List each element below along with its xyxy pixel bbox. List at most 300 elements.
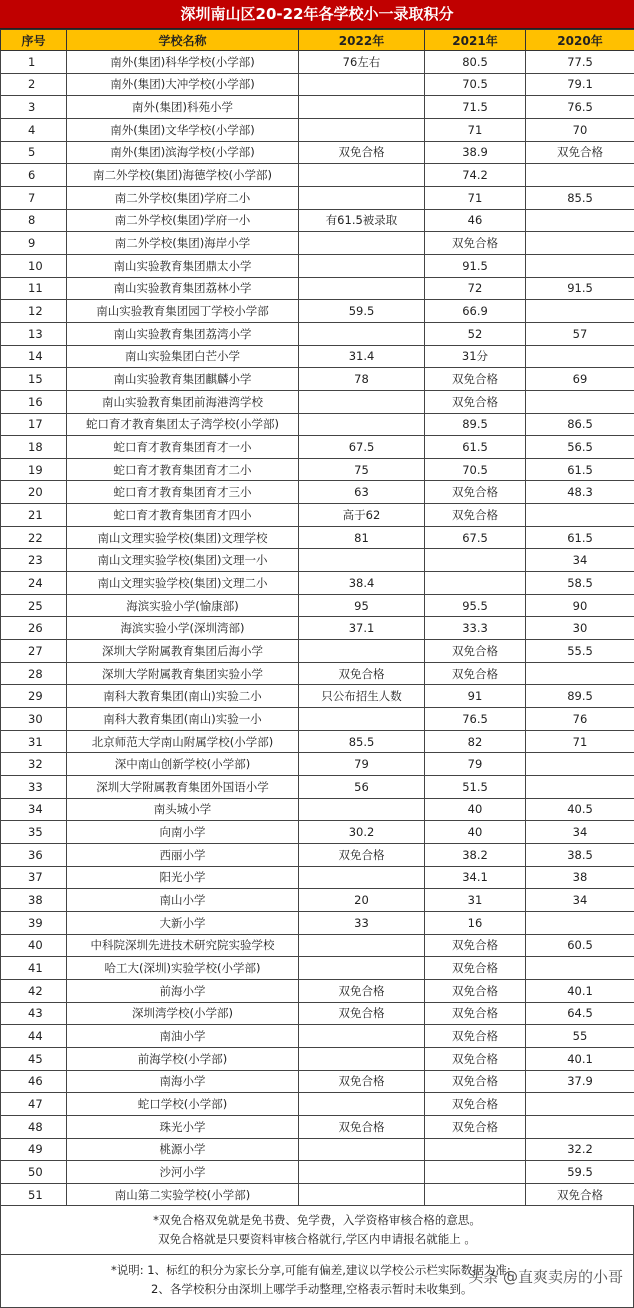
score-2021: 71.5: [425, 96, 526, 119]
table-row: [1, 662, 634, 685]
table-row: [1, 685, 634, 708]
score-2021: 72: [425, 277, 526, 300]
table-row: [1, 322, 634, 345]
school-name: 南外(集团)大冲学校(小学部): [67, 73, 299, 96]
score-2022: 85.5: [299, 730, 425, 753]
row-index: 11: [1, 277, 67, 300]
score-2022: [299, 1161, 425, 1184]
score-2022: 双免合格: [299, 1070, 425, 1093]
table-row: [1, 277, 634, 300]
table-row: [1, 979, 634, 1002]
score-2022: 76左右: [299, 51, 425, 74]
score-2021: 46: [425, 209, 526, 232]
row-index: 14: [1, 345, 67, 368]
score-2020: 38.5: [526, 843, 634, 866]
row-index: 26: [1, 617, 67, 640]
school-name: 南山实验教育集团园丁学校小学部: [67, 300, 299, 323]
score-2020: 58.5: [526, 572, 634, 595]
score-2020: 34: [526, 889, 634, 912]
score-2020: 34: [526, 821, 634, 844]
score-2020: 69: [526, 368, 634, 391]
score-2022: [299, 640, 425, 663]
row-index: 12: [1, 300, 67, 323]
school-name: 哈工大(深圳)实验学校(小学部): [67, 957, 299, 980]
score-2020: [526, 232, 634, 255]
score-2020: 61.5: [526, 526, 634, 549]
table-row: [1, 866, 634, 889]
score-2021: 79: [425, 753, 526, 776]
score-2021: [425, 1138, 526, 1161]
score-2020: 55.5: [526, 640, 634, 663]
table-row: [1, 96, 634, 119]
score-2022: 67.5: [299, 436, 425, 459]
score-2020: [526, 209, 634, 232]
row-index: 21: [1, 504, 67, 527]
score-2020: 40.5: [526, 798, 634, 821]
score-2022: [299, 73, 425, 96]
score-2022: [299, 1183, 425, 1206]
score-2022: [299, 1025, 425, 1048]
row-index: 16: [1, 390, 67, 413]
score-2020: [526, 1115, 634, 1138]
score-2021: 71: [425, 118, 526, 141]
score-2021: 71: [425, 186, 526, 209]
school-name: 蛇口育才教育集团育才二小: [67, 458, 299, 481]
score-2021: 91: [425, 685, 526, 708]
note1-line2: 双免合格就是只要资料审核合格就行,学区内申请报名就能上 。: [158, 1232, 476, 1247]
table-row: [1, 1138, 634, 1161]
school-name: 向南小学: [67, 821, 299, 844]
score-2022: 59.5: [299, 300, 425, 323]
school-name: 南山实验教育集团麒麟小学: [67, 368, 299, 391]
score-2021: 双免合格: [425, 232, 526, 255]
score-2021: 82: [425, 730, 526, 753]
row-index: 1: [1, 51, 67, 74]
school-name: 南二外学校(集团)海德学校(小学部): [67, 164, 299, 187]
score-2021: 34.1: [425, 866, 526, 889]
score-2021: 91.5: [425, 254, 526, 277]
score-2021: 双免合格: [425, 481, 526, 504]
table-row: [1, 1070, 634, 1093]
score-2022: 56: [299, 776, 425, 799]
score-2021: 70.5: [425, 458, 526, 481]
table-row: [1, 345, 634, 368]
score-2020: 76.5: [526, 96, 634, 119]
score-2022: 高于62: [299, 504, 425, 527]
table-row: [1, 413, 634, 436]
school-name: 深圳大学附属教育集团实验小学: [67, 662, 299, 685]
score-2021: 双免合格: [425, 1025, 526, 1048]
school-name: 桃源小学: [67, 1138, 299, 1161]
school-name: 深圳湾学校(小学部): [67, 1002, 299, 1025]
header-school: 学校名称: [67, 30, 299, 51]
school-name: 南外(集团)科华学校(小学部): [67, 51, 299, 74]
school-name: 海滨实验小学(愉康部): [67, 594, 299, 617]
score-2021: 31分: [425, 345, 526, 368]
row-index: 34: [1, 798, 67, 821]
score-2020: 61.5: [526, 458, 634, 481]
score-2021: 双免合格: [425, 390, 526, 413]
table-row: [1, 911, 634, 934]
table-row: [1, 186, 634, 209]
row-index: 15: [1, 368, 67, 391]
row-index: 32: [1, 753, 67, 776]
row-index: 43: [1, 1002, 67, 1025]
row-index: 40: [1, 934, 67, 957]
table-row: [1, 51, 634, 74]
score-2022: [299, 232, 425, 255]
score-2022: [299, 164, 425, 187]
table-row: [1, 753, 634, 776]
score-2021: 双免合格: [425, 1047, 526, 1070]
score-2021: 74.2: [425, 164, 526, 187]
row-index: 38: [1, 889, 67, 912]
note1-line1: *双免合格双免就是免书费、免学费，入学资格审核合格的意思。: [153, 1213, 481, 1228]
row-index: 45: [1, 1047, 67, 1070]
score-2021: 38.9: [425, 141, 526, 164]
watermark: 头条 @直爽卖房的小哥: [468, 1268, 623, 1287]
score-2021: 双免合格: [425, 662, 526, 685]
school-name: 南油小学: [67, 1025, 299, 1048]
score-2020: 59.5: [526, 1161, 634, 1184]
school-name: 南山实验集团白芒小学: [67, 345, 299, 368]
score-2021: 80.5: [425, 51, 526, 74]
row-index: 39: [1, 911, 67, 934]
note-explanation: [0, 1255, 634, 1308]
table-row: [1, 617, 634, 640]
row-index: 17: [1, 413, 67, 436]
table-row: [1, 209, 634, 232]
table-header-row: [1, 30, 634, 51]
row-index: 49: [1, 1138, 67, 1161]
score-2021: 双免合格: [425, 368, 526, 391]
score-2021: 40: [425, 798, 526, 821]
row-index: 3: [1, 96, 67, 119]
score-2020: [526, 957, 634, 980]
score-2021: 33.3: [425, 617, 526, 640]
row-index: 8: [1, 209, 67, 232]
table-row: [1, 526, 634, 549]
score-2022: [299, 957, 425, 980]
score-2020: 40.1: [526, 1047, 634, 1070]
header-2020: 2020年: [526, 30, 634, 51]
school-name: 南海小学: [67, 1070, 299, 1093]
row-index: 7: [1, 186, 67, 209]
school-name: 南山实验教育集团前海港湾学校: [67, 390, 299, 413]
score-2022: 75: [299, 458, 425, 481]
score-2022: 95: [299, 594, 425, 617]
score-2022: [299, 1138, 425, 1161]
score-2020: 70: [526, 118, 634, 141]
score-2020: [526, 390, 634, 413]
score-2020: [526, 753, 634, 776]
score-2022: 只公布招生人数: [299, 685, 425, 708]
table-row: [1, 390, 634, 413]
score-2022: [299, 186, 425, 209]
score-2022: [299, 866, 425, 889]
score-2021: 95.5: [425, 594, 526, 617]
score-2022: 双免合格: [299, 843, 425, 866]
row-index: 46: [1, 1070, 67, 1093]
score-2021: 38.2: [425, 843, 526, 866]
table-row: [1, 957, 634, 980]
school-name: 前海小学: [67, 979, 299, 1002]
score-2022: 双免合格: [299, 1115, 425, 1138]
score-2022: 双免合格: [299, 1002, 425, 1025]
school-name: 中科院深圳先进技术研究院实验学校: [67, 934, 299, 957]
score-2021: 16: [425, 911, 526, 934]
score-2020: [526, 504, 634, 527]
score-2022: [299, 1047, 425, 1070]
school-name: 南外(集团)滨海学校(小学部): [67, 141, 299, 164]
school-name: 蛇口育才教育集团育才四小: [67, 504, 299, 527]
score-2021: 61.5: [425, 436, 526, 459]
row-index: 29: [1, 685, 67, 708]
score-2020: [526, 164, 634, 187]
row-index: 10: [1, 254, 67, 277]
score-2022: 38.4: [299, 572, 425, 595]
row-index: 9: [1, 232, 67, 255]
score-2020: 55: [526, 1025, 634, 1048]
school-name: 南科大教育集团(南山)实验二小: [67, 685, 299, 708]
score-2021: 双免合格: [425, 640, 526, 663]
score-2021: 双免合格: [425, 1070, 526, 1093]
table-row: [1, 889, 634, 912]
score-2021: 76.5: [425, 708, 526, 731]
score-2021: 双免合格: [425, 934, 526, 957]
row-index: 33: [1, 776, 67, 799]
score-2022: [299, 413, 425, 436]
school-name: 前海学校(小学部): [67, 1047, 299, 1070]
score-2022: [299, 549, 425, 572]
school-name: 南山文理实验学校(集团)文理一小: [67, 549, 299, 572]
school-name: 大新小学: [67, 911, 299, 934]
score-2022: 79: [299, 753, 425, 776]
table-row: [1, 73, 634, 96]
score-2020: [526, 345, 634, 368]
score-2020: 60.5: [526, 934, 634, 957]
school-name: 蛇口育才教育集团育才一小: [67, 436, 299, 459]
table-row: [1, 776, 634, 799]
row-index: 6: [1, 164, 67, 187]
header-2022: 2022年: [299, 30, 425, 51]
score-2022: [299, 708, 425, 731]
table-row: [1, 481, 634, 504]
school-name: 南外(集团)科苑小学: [67, 96, 299, 119]
score-2021: 66.9: [425, 300, 526, 323]
score-2022: 双免合格: [299, 662, 425, 685]
row-index: 37: [1, 866, 67, 889]
table-row: [1, 798, 634, 821]
school-name: 珠光小学: [67, 1115, 299, 1138]
score-2020: 32.2: [526, 1138, 634, 1161]
score-2021: 双免合格: [425, 979, 526, 1002]
score-2020: [526, 1093, 634, 1116]
school-name: 南山文理实验学校(集团)文理学校: [67, 526, 299, 549]
table-row: [1, 436, 634, 459]
score-2022: 有61.5被录取: [299, 209, 425, 232]
score-2021: 89.5: [425, 413, 526, 436]
table-row: [1, 141, 634, 164]
score-2020: 64.5: [526, 1002, 634, 1025]
score-2020: 77.5: [526, 51, 634, 74]
score-2021: [425, 572, 526, 595]
score-2022: [299, 96, 425, 119]
score-2021: 双免合格: [425, 957, 526, 980]
school-name: 南科大教育集团(南山)实验一小: [67, 708, 299, 731]
table-row: [1, 164, 634, 187]
note-double-exemption: [0, 1206, 634, 1255]
school-name: 南山小学: [67, 889, 299, 912]
row-index: 35: [1, 821, 67, 844]
row-index: 19: [1, 458, 67, 481]
score-2021: 双免合格: [425, 1093, 526, 1116]
row-index: 41: [1, 957, 67, 980]
row-index: 31: [1, 730, 67, 753]
row-index: 20: [1, 481, 67, 504]
score-2020: 56.5: [526, 436, 634, 459]
score-2020: 37.9: [526, 1070, 634, 1093]
table-row: [1, 1115, 634, 1138]
row-index: 30: [1, 708, 67, 731]
table-row: [1, 934, 634, 957]
row-index: 42: [1, 979, 67, 1002]
score-2021: 52: [425, 322, 526, 345]
school-name: 沙河小学: [67, 1161, 299, 1184]
scores-table: [0, 29, 634, 1206]
table-row: [1, 300, 634, 323]
table-row: [1, 368, 634, 391]
table-row: [1, 549, 634, 572]
score-2020: 57: [526, 322, 634, 345]
table-body: [1, 51, 634, 1206]
row-index: 23: [1, 549, 67, 572]
score-2021: 双免合格: [425, 504, 526, 527]
school-name: 南山文理实验学校(集团)文理二小: [67, 572, 299, 595]
score-2020: [526, 254, 634, 277]
score-2022: [299, 118, 425, 141]
score-2022: [299, 277, 425, 300]
score-2022: [299, 934, 425, 957]
school-name: 南二外学校(集团)学府二小: [67, 186, 299, 209]
score-2021: 双免合格: [425, 1002, 526, 1025]
school-name: 南头城小学: [67, 798, 299, 821]
note2-line2: 2、各学校积分由深圳上哪学手动整理,空格表示暂时未收集到。: [151, 1282, 473, 1297]
score-2022: [299, 254, 425, 277]
school-name: 西丽小学: [67, 843, 299, 866]
row-index: 47: [1, 1093, 67, 1116]
table-row: [1, 640, 634, 663]
score-2020: 76: [526, 708, 634, 731]
score-2021: 40: [425, 821, 526, 844]
score-2022: 30.2: [299, 821, 425, 844]
table-row: [1, 730, 634, 753]
score-2020: 89.5: [526, 685, 634, 708]
table-row: [1, 118, 634, 141]
table-row: [1, 1093, 634, 1116]
score-2022: [299, 1093, 425, 1116]
score-2021: 51.5: [425, 776, 526, 799]
score-2020: 90: [526, 594, 634, 617]
school-name: 深中南山创新学校(小学部): [67, 753, 299, 776]
score-2020: 双免合格: [526, 1183, 634, 1206]
score-2022: 20: [299, 889, 425, 912]
row-index: 2: [1, 73, 67, 96]
score-2020: 38: [526, 866, 634, 889]
table-row: [1, 254, 634, 277]
table-row: [1, 572, 634, 595]
row-index: 51: [1, 1183, 67, 1206]
score-2020: 双免合格: [526, 141, 634, 164]
score-2020: 79.1: [526, 73, 634, 96]
row-index: 18: [1, 436, 67, 459]
note2-line1: *说明: 1、标红的积分为家长分享,可能有偏差,建议以学校公示栏实际数据为准;: [111, 1263, 511, 1278]
score-2022: [299, 322, 425, 345]
score-2022: 双免合格: [299, 979, 425, 1002]
score-2022: 78: [299, 368, 425, 391]
table-row: [1, 1047, 634, 1070]
score-2022: 63: [299, 481, 425, 504]
table-row: [1, 1025, 634, 1048]
score-2021: 双免合格: [425, 1115, 526, 1138]
table-row: [1, 821, 634, 844]
score-2020: 48.3: [526, 481, 634, 504]
score-2020: [526, 662, 634, 685]
school-name: 蛇口育才教育集团育才三小: [67, 481, 299, 504]
score-2020: [526, 776, 634, 799]
row-index: 27: [1, 640, 67, 663]
school-name: 南山第二实验学校(小学部): [67, 1183, 299, 1206]
table-row: [1, 1161, 634, 1184]
header-index: 序号: [1, 30, 67, 51]
school-name: 蛇口学校(小学部): [67, 1093, 299, 1116]
score-2022: 81: [299, 526, 425, 549]
school-name: 北京师范大学南山附属学校(小学部): [67, 730, 299, 753]
score-2020: [526, 911, 634, 934]
row-index: 5: [1, 141, 67, 164]
row-index: 13: [1, 322, 67, 345]
score-2020: 40.1: [526, 979, 634, 1002]
page-title: 深圳南山区20-22年各学校小一录取积分: [0, 0, 634, 29]
school-name: 南山实验教育集团鼎太小学: [67, 254, 299, 277]
row-index: 22: [1, 526, 67, 549]
score-2022: 31.4: [299, 345, 425, 368]
row-index: 48: [1, 1115, 67, 1138]
school-name: 阳光小学: [67, 866, 299, 889]
table-row: [1, 458, 634, 481]
score-2021: [425, 1161, 526, 1184]
school-name: 南山实验教育集团荔湾小学: [67, 322, 299, 345]
score-2020: 71: [526, 730, 634, 753]
score-2020: 85.5: [526, 186, 634, 209]
score-2021: 70.5: [425, 73, 526, 96]
school-name: 南外(集团)文华学校(小学部): [67, 118, 299, 141]
row-index: 24: [1, 572, 67, 595]
score-2022: 双免合格: [299, 141, 425, 164]
table-row: [1, 594, 634, 617]
table-row: [1, 708, 634, 731]
school-name: 南二外学校(集团)海岸小学: [67, 232, 299, 255]
table-row: [1, 504, 634, 527]
table-row: [1, 1002, 634, 1025]
score-2022: [299, 798, 425, 821]
score-2020: 86.5: [526, 413, 634, 436]
row-index: 50: [1, 1161, 67, 1184]
score-2020: 91.5: [526, 277, 634, 300]
school-name: 蛇口育才教育集团太子湾学校(小学部): [67, 413, 299, 436]
score-2022: 33: [299, 911, 425, 934]
row-index: 36: [1, 843, 67, 866]
